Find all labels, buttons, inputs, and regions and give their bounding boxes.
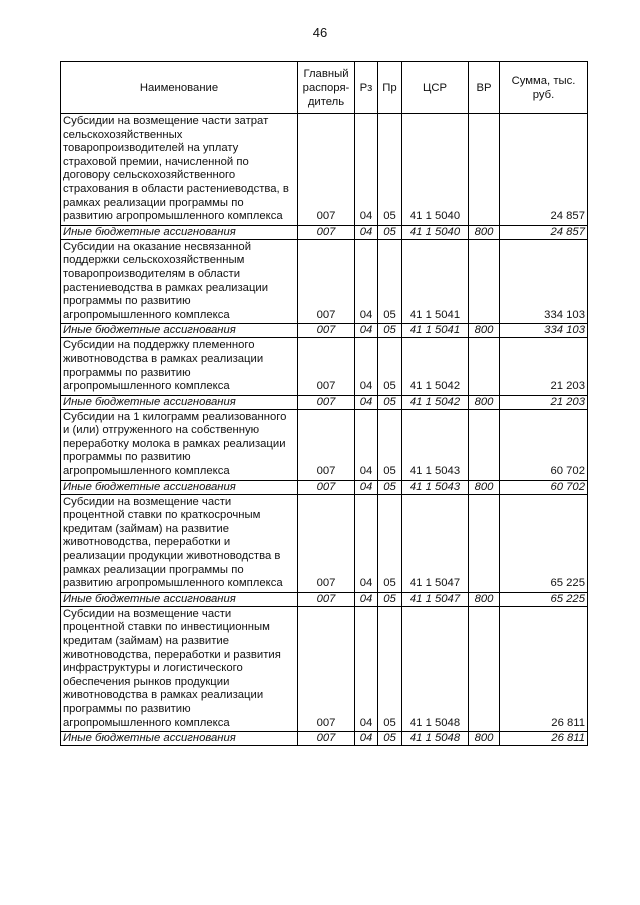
table-row-subtotal	[61, 592, 588, 606]
cell-vr: 800	[469, 592, 500, 606]
table-row	[61, 409, 588, 480]
cell-main-manager: 007	[298, 494, 355, 592]
cell-csr: 41 1 5048	[402, 732, 469, 746]
cell-csr: 41 1 5042	[402, 395, 469, 409]
cell-pr: 05	[378, 592, 402, 606]
cell-vr: 800	[469, 395, 500, 409]
cell-name: Иные бюджетные ассигнования	[61, 732, 298, 746]
cell-sum: 65 225	[500, 592, 588, 606]
cell-name: Иные бюджетные ассигнования	[61, 480, 298, 494]
header-csr: ЦСР	[402, 62, 469, 114]
cell-main-manager: 007	[298, 239, 355, 324]
cell-vr	[469, 494, 500, 592]
cell-pr: 05	[378, 395, 402, 409]
cell-main-manager: 007	[298, 409, 355, 480]
cell-main-manager: 007	[298, 606, 355, 731]
cell-pr: 05	[378, 494, 402, 592]
cell-csr: 41 1 5040	[402, 114, 469, 226]
cell-rz: 04	[355, 114, 378, 226]
cell-sum: 21 203	[500, 395, 588, 409]
cell-vr: 800	[469, 732, 500, 746]
cell-sum: 60 702	[500, 409, 588, 480]
cell-rz: 04	[355, 606, 378, 731]
cell-name: Субсидии на возмещение части затрат сельскохозяйственных товаропроизводителей на уплату страховой премии, начисленной по договору сельскохозяйственного страхования в области растениеводства, в рамках реализации программы по развитию агропромышленного комплекса	[61, 114, 298, 226]
cell-rz: 04	[355, 324, 378, 338]
table-row	[61, 239, 588, 324]
cell-csr: 41 1 5043	[402, 480, 469, 494]
cell-vr: 800	[469, 480, 500, 494]
cell-pr: 05	[378, 114, 402, 226]
cell-pr: 05	[378, 239, 402, 324]
cell-pr: 05	[378, 324, 402, 338]
cell-csr: 41 1 5042	[402, 338, 469, 395]
table-body	[61, 114, 588, 746]
table-row	[61, 338, 588, 395]
cell-csr: 41 1 5047	[402, 592, 469, 606]
table-row-subtotal	[61, 480, 588, 494]
header-pr: Пр	[378, 62, 402, 114]
cell-name: Субсидии на возмещение части процентной ставки по инвестиционным кредитам (займам) на развитие животноводства, переработки и развития инфраструктуры и логистического обеспечения рынков продукции животноводства в рамках реализации программы по развитию агропромышленного комплекса	[61, 606, 298, 731]
cell-main-manager: 007	[298, 114, 355, 226]
cell-sum: 26 811	[500, 732, 588, 746]
table-row	[61, 114, 588, 226]
cell-name: Субсидии на оказание несвязанной поддержки сельскохозяйственным товаропроизводителям в области растениеводства в рамках реализации программы по развитию агропромышленного комплекса	[61, 239, 298, 324]
cell-vr	[469, 239, 500, 324]
cell-pr: 05	[378, 732, 402, 746]
cell-pr: 05	[378, 409, 402, 480]
cell-pr: 05	[378, 480, 402, 494]
cell-name: Иные бюджетные ассигнования	[61, 225, 298, 239]
cell-vr	[469, 409, 500, 480]
cell-sum: 24 857	[500, 225, 588, 239]
cell-csr: 41 1 5047	[402, 494, 469, 592]
cell-rz: 04	[355, 239, 378, 324]
page-number: 46	[312, 25, 328, 40]
cell-name: Иные бюджетные ассигнования	[61, 395, 298, 409]
cell-name: Иные бюджетные ассигнования	[61, 324, 298, 338]
table-row-subtotal	[61, 324, 588, 338]
cell-main-manager: 007	[298, 324, 355, 338]
header-main-manager: Главный распоря-дитель	[298, 62, 355, 114]
cell-main-manager: 007	[298, 395, 355, 409]
budget-table	[60, 61, 588, 746]
cell-rz: 04	[355, 494, 378, 592]
cell-name: Субсидии на 1 килограмм реализованного и (или) отгруженного на собственную переработку молока в рамках реализации программы по развитию агропромышленного комплекса	[61, 409, 298, 480]
table-row	[61, 494, 588, 592]
cell-sum: 26 811	[500, 606, 588, 731]
cell-main-manager: 007	[298, 592, 355, 606]
cell-vr: 800	[469, 324, 500, 338]
cell-pr: 05	[378, 338, 402, 395]
cell-rz: 04	[355, 338, 378, 395]
cell-sum: 334 103	[500, 239, 588, 324]
header-name: Наименование	[61, 62, 298, 114]
cell-rz: 04	[355, 395, 378, 409]
cell-name: Субсидии на возмещение части процентной ставки по краткосрочным кредитам (займам) на развитие животноводства, переработки и реализации продукции животноводства в рамках реализации программы по развитию агропромышленного комплекса	[61, 494, 298, 592]
cell-csr: 41 1 5040	[402, 225, 469, 239]
cell-sum: 334 103	[500, 324, 588, 338]
cell-pr: 05	[378, 225, 402, 239]
cell-sum: 65 225	[500, 494, 588, 592]
cell-csr: 41 1 5041	[402, 324, 469, 338]
cell-pr: 05	[378, 606, 402, 731]
cell-csr: 41 1 5043	[402, 409, 469, 480]
cell-main-manager: 007	[298, 480, 355, 494]
cell-main-manager: 007	[298, 732, 355, 746]
cell-rz: 04	[355, 480, 378, 494]
cell-vr	[469, 114, 500, 226]
cell-name: Субсидии на поддержку племенного животноводства в рамках реализации программы по развитию агропромышленного комплекса	[61, 338, 298, 395]
cell-rz: 04	[355, 732, 378, 746]
cell-sum: 24 857	[500, 114, 588, 226]
cell-vr	[469, 606, 500, 731]
cell-vr: 800	[469, 225, 500, 239]
cell-main-manager: 007	[298, 225, 355, 239]
cell-main-manager: 007	[298, 338, 355, 395]
table-row-subtotal	[61, 395, 588, 409]
table-row	[61, 606, 588, 731]
cell-rz: 04	[355, 592, 378, 606]
cell-vr	[469, 338, 500, 395]
cell-rz: 04	[355, 225, 378, 239]
cell-csr: 41 1 5041	[402, 239, 469, 324]
cell-rz: 04	[355, 409, 378, 480]
header-sum: Сумма, тыс. руб.	[500, 62, 588, 114]
table-header-row	[61, 62, 588, 114]
cell-name: Иные бюджетные ассигнования	[61, 592, 298, 606]
header-rz: Рз	[355, 62, 378, 114]
cell-csr: 41 1 5048	[402, 606, 469, 731]
table-row-subtotal	[61, 225, 588, 239]
cell-sum: 60 702	[500, 480, 588, 494]
table-row-subtotal	[61, 732, 588, 746]
cell-sum: 21 203	[500, 338, 588, 395]
header-vr: ВР	[469, 62, 500, 114]
